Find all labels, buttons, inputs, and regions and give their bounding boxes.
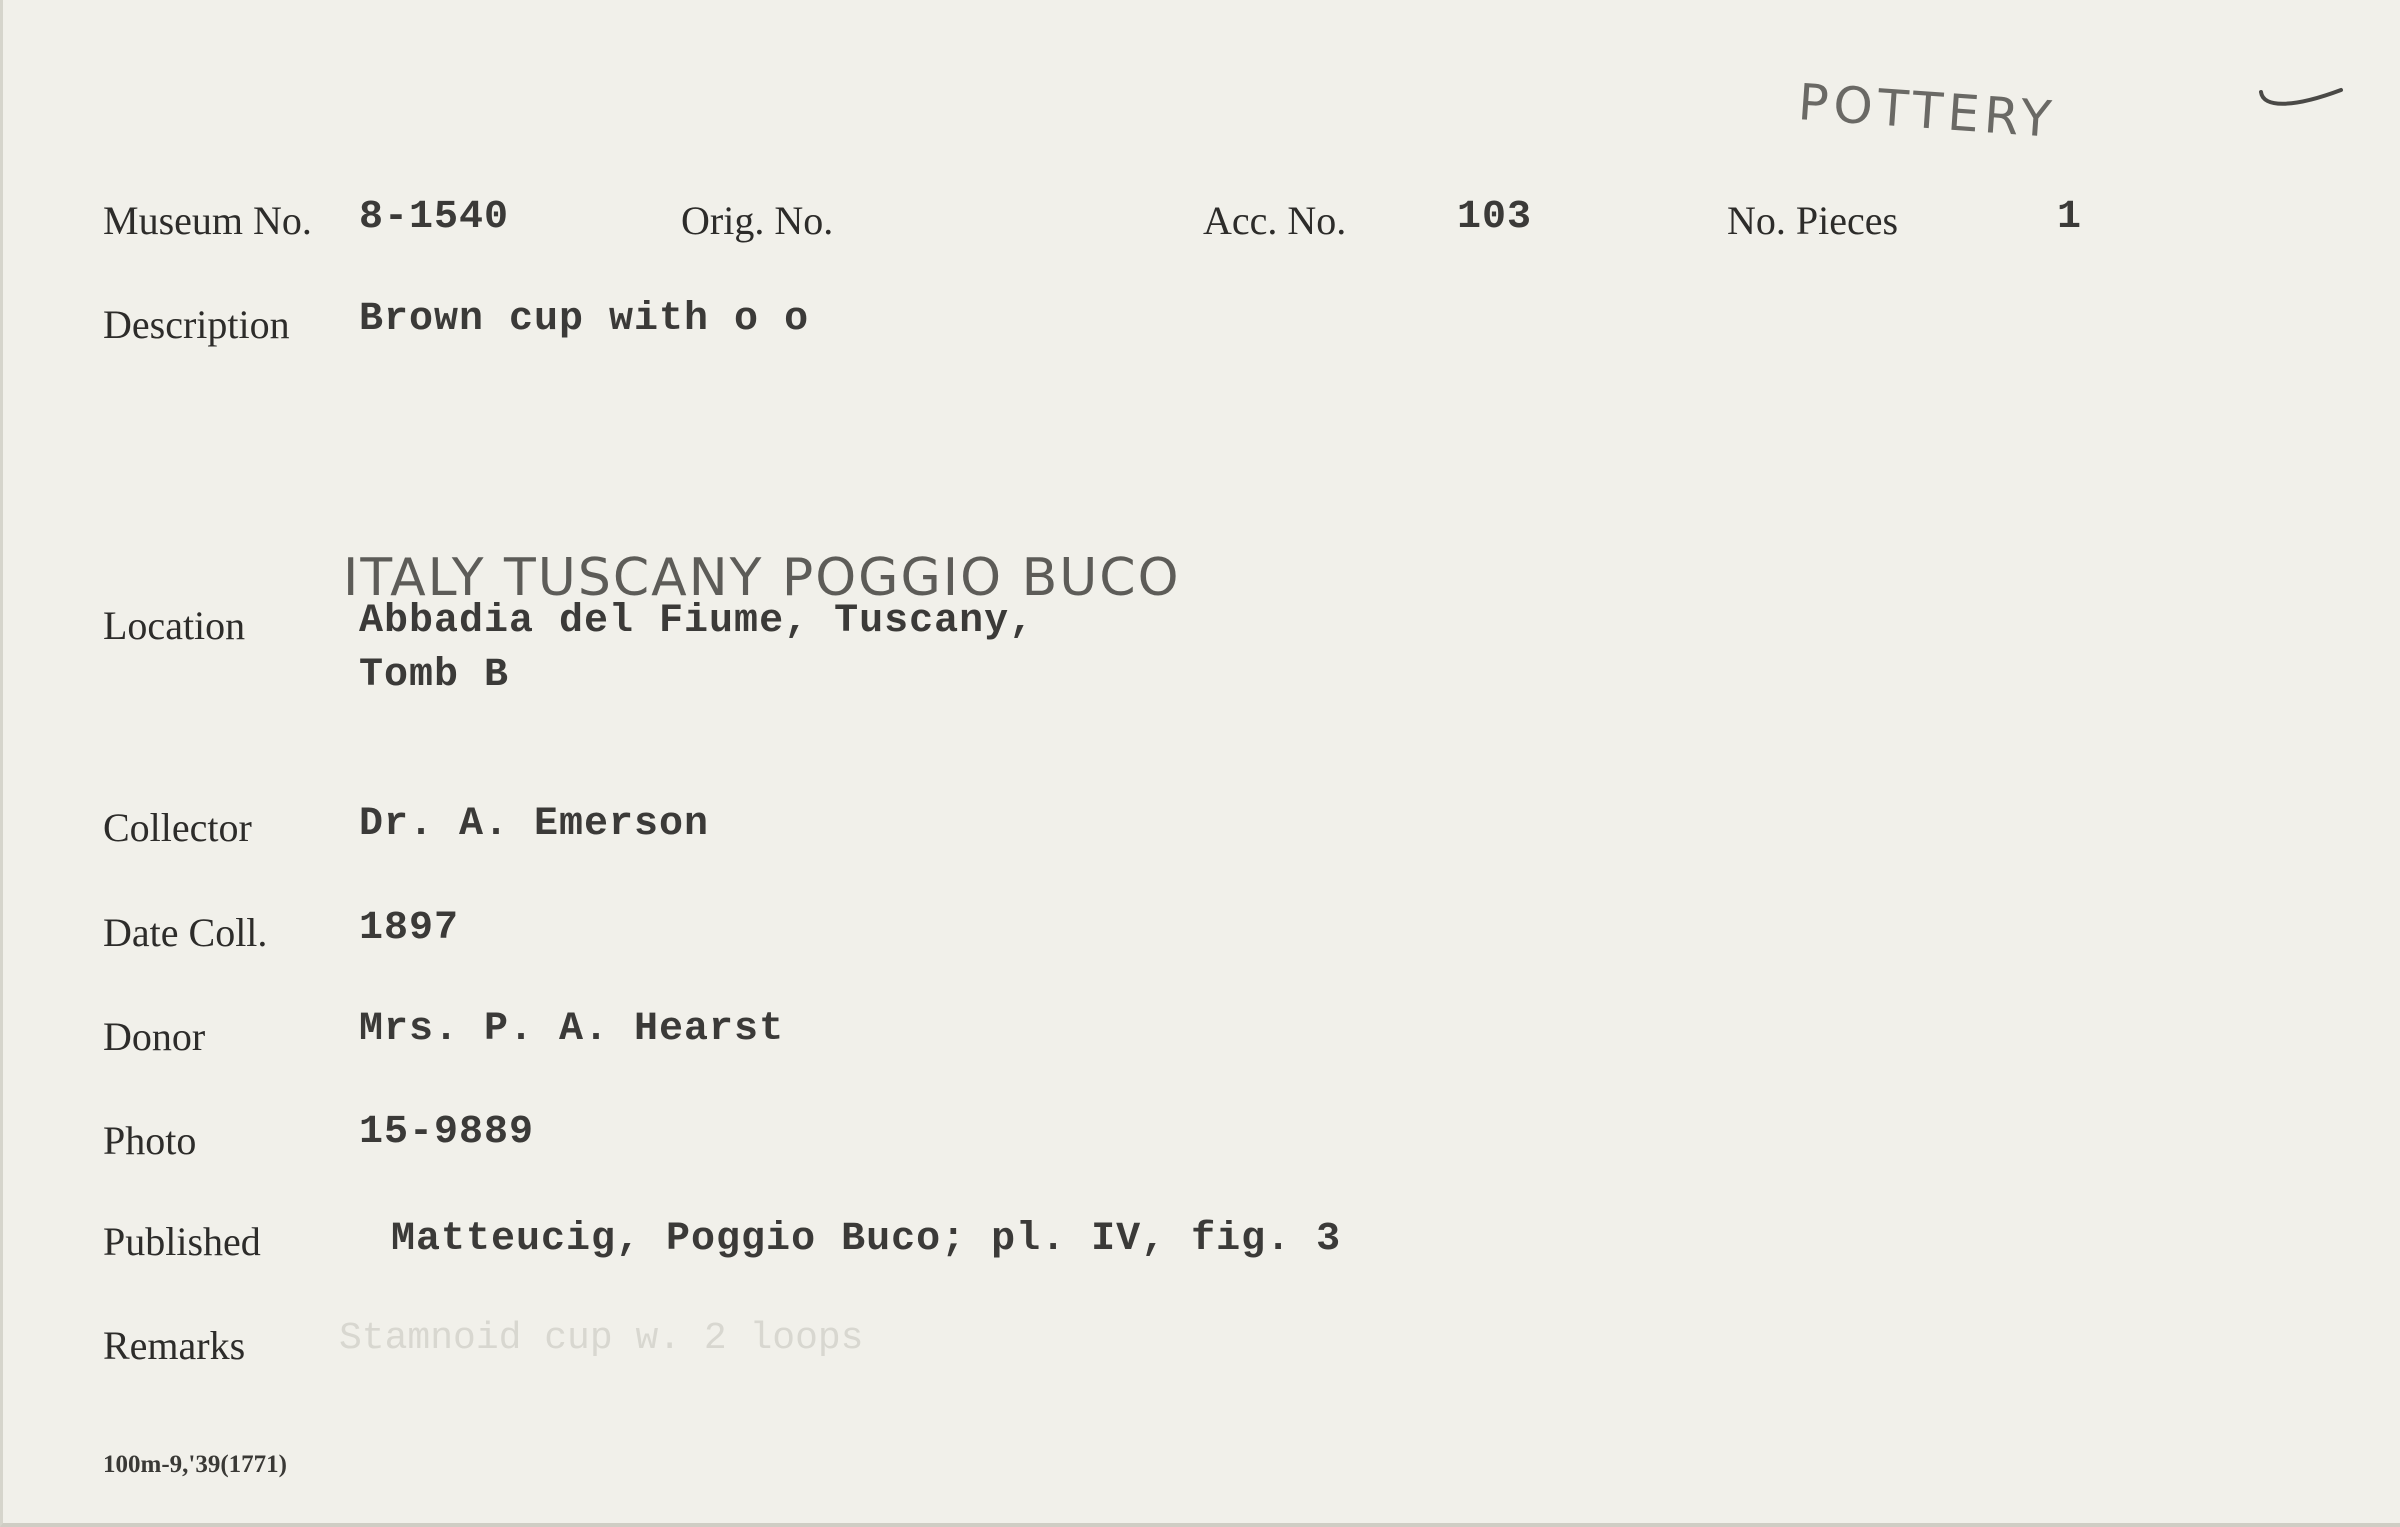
published-value: Matteucig, Poggio Buco; pl. IV, fig. 3: [391, 1217, 1342, 1262]
published-label: Published: [103, 1219, 261, 1264]
description-label: Description: [103, 302, 290, 347]
acc-no-label: Acc. No.: [1203, 198, 1347, 243]
no-pieces-label: No. Pieces: [1727, 198, 1899, 243]
date-coll-label: Date Coll.: [103, 910, 268, 955]
category-stamp: POTTERY: [1796, 73, 2059, 149]
location-line-2: Tomb B: [359, 653, 510, 698]
date-coll-value: 1897: [359, 906, 460, 951]
remarks-value: Stamnoid cup w. 2 loops: [339, 1317, 864, 1360]
location-stamp: ITALY TUSCANY POGGIO BUCO: [343, 548, 1181, 608]
description-value: Brown cup with o o: [359, 297, 810, 342]
location-line-1: Abbadia del Fiume, Tuscany,: [359, 599, 1035, 644]
museum-no-label: Museum No.: [103, 198, 312, 243]
photo-label: Photo: [103, 1118, 197, 1163]
museum-no-value: 8-1540: [359, 195, 510, 240]
orig-no-label: Orig. No.: [681, 198, 834, 243]
acc-no-value: 103: [1457, 195, 1533, 240]
no-pieces-value: 1: [2057, 195, 2083, 240]
donor-value: Mrs. P. A. Hearst: [359, 1007, 785, 1052]
collector-value: Dr. A. Emerson: [359, 802, 710, 847]
donor-label: Donor: [103, 1014, 206, 1059]
collector-label: Collector: [103, 805, 252, 850]
form-number: 100m-9,'39(1771): [103, 1451, 287, 1478]
photo-value: 15-9889: [359, 1110, 535, 1155]
location-label: Location: [103, 603, 246, 648]
remarks-label: Remarks: [103, 1323, 246, 1368]
checkmark-icon: [2253, 80, 2353, 130]
